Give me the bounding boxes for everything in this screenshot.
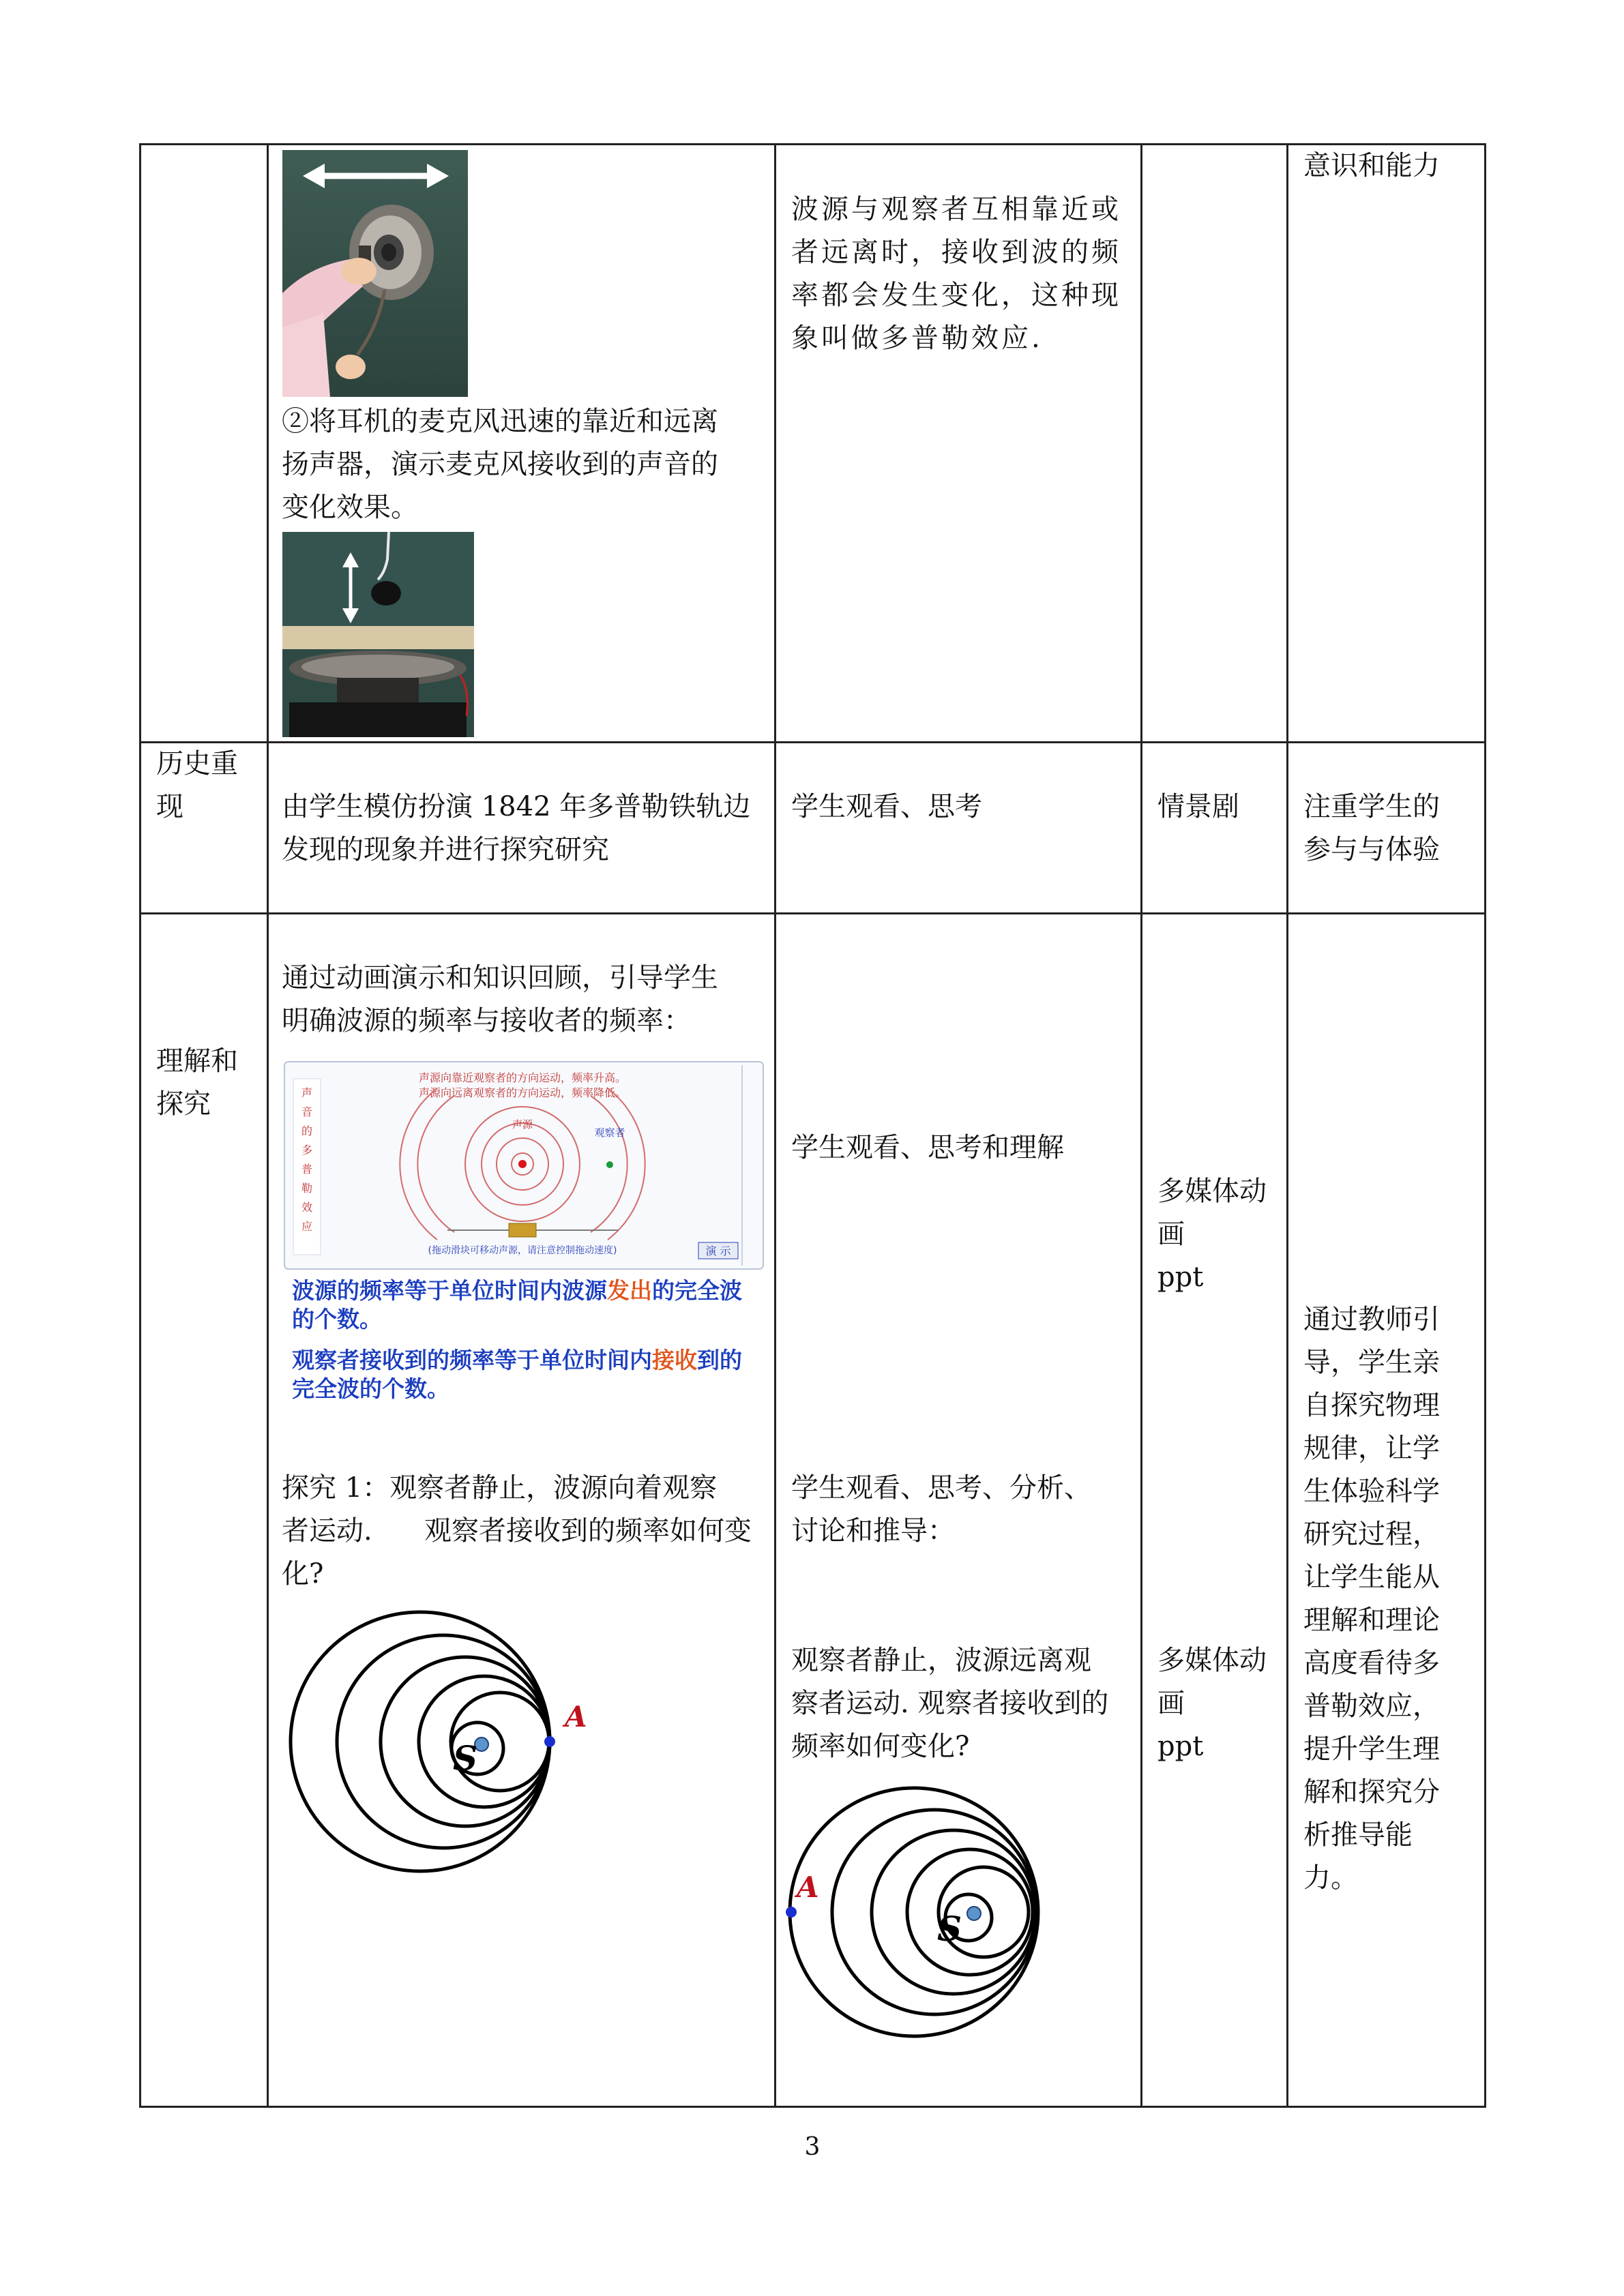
row3-col5-line8: 理解和理论 xyxy=(1303,1605,1440,1636)
row3-col5-line11: 提升学生理 xyxy=(1303,1733,1440,1765)
row1-col2-caption-line2: 扬声器，演示麦克风接收到的声音的 xyxy=(282,449,718,480)
svg-text:声: 声 xyxy=(301,1086,313,1099)
row3-col3-c-line2: 察者运动. 观察者接收到的 xyxy=(791,1688,1109,1719)
row2-col1-line1: 历史重 xyxy=(156,748,238,779)
row-divider-1 xyxy=(139,741,1486,743)
row3-col4-a-line1: 多媒体动 xyxy=(1157,1176,1267,1207)
row2-col2-line2: 发现的现象并进行探究研究 xyxy=(282,834,609,865)
row3-col3-c-line3: 频率如何变化? xyxy=(791,1731,970,1762)
row3-col5-line14: 力。 xyxy=(1303,1862,1358,1894)
svg-text:应: 应 xyxy=(301,1220,313,1233)
row3-col3-c-line1: 观察者静止，波源远离观 xyxy=(791,1645,1091,1676)
row3-col4-b-line2: 画 xyxy=(1157,1688,1185,1719)
explore1-line2: 者运动. 观察者接收到的频率如何变 xyxy=(282,1515,752,1547)
row3-col5-line1: 通过教师引 xyxy=(1303,1304,1440,1335)
row2-col5-line1: 注重学生的 xyxy=(1303,791,1440,822)
row3-intro-line1: 通过动画演示和知识回顾，引导学生 xyxy=(282,962,718,994)
sim-slider-handle[interactable] xyxy=(509,1223,536,1237)
col-divider-0 xyxy=(139,143,141,2108)
row3-col4-b-line1: 多媒体动 xyxy=(1157,1645,1267,1676)
wavefront-diagram-approach xyxy=(286,1604,593,1880)
row3-col3-b-line2: 讨论和推导： xyxy=(791,1515,955,1547)
row3-col5-line12: 解和探究分 xyxy=(1303,1776,1440,1808)
row3-col5-line4: 规律，让学 xyxy=(1303,1433,1440,1464)
row2-col4-text: 情景剧 xyxy=(1157,791,1239,822)
microphone-speaker-photo xyxy=(282,532,474,737)
col-divider-1 xyxy=(267,143,269,2108)
svg-text:多: 多 xyxy=(301,1144,313,1157)
row3-col5-line13: 析推导能 xyxy=(1303,1819,1413,1851)
row3-col4-a-line2: 画 xyxy=(1157,1219,1185,1250)
svg-text:音: 音 xyxy=(301,1105,313,1118)
sim-demo-button-label: 演 示 xyxy=(705,1244,731,1257)
row2-col1-line2: 现 xyxy=(156,791,183,822)
sim-source-dot xyxy=(518,1160,527,1168)
row3-col4-a-line3: ppt xyxy=(1157,1262,1204,1293)
diagram2-label-s: S xyxy=(937,1909,962,1949)
row3-col3-a: 学生观看、思考和理解 xyxy=(791,1132,1064,1163)
row1-col2-caption-line1: ②将耳机的麦克风迅速的靠近和远离 xyxy=(282,406,718,437)
col-divider-4 xyxy=(1286,143,1288,2108)
row3-col5-line9: 高度看待多 xyxy=(1303,1648,1440,1679)
col-divider-3 xyxy=(1140,143,1142,2108)
table-bottom-border xyxy=(139,2106,1486,2108)
speaker-demo-photo xyxy=(282,150,468,397)
sim-observer-dot xyxy=(606,1161,613,1168)
row3-intro-line2: 明确波源的频率与接收者的频率： xyxy=(282,1005,691,1037)
row3-col1-line2: 探究 xyxy=(156,1088,211,1120)
row3-col3-b-line1: 学生观看、思考、分析、 xyxy=(791,1472,1091,1504)
row3-col5-line7: 让学生能从 xyxy=(1303,1562,1440,1593)
diagram1-label-a: A xyxy=(565,1700,587,1733)
row2-col5-line2: 参与与体验 xyxy=(1303,834,1440,865)
row3-col5-line3: 自探究物理 xyxy=(1303,1390,1440,1421)
col-divider-5 xyxy=(1484,143,1486,2108)
freq-source-caption: 波源的频率等于单位时间内波源发出的完全波 的个数。 xyxy=(292,1277,742,1332)
freq-observer-caption: 观察者接收到的频率等于单位时间内接收到的 完全波的个数。 xyxy=(292,1347,742,1402)
row-divider-2 xyxy=(139,912,1486,914)
doppler-simulation-panel xyxy=(284,1061,764,1270)
diagram1-label-s: S xyxy=(453,1738,478,1778)
page-number: 3 xyxy=(804,2133,821,2161)
row3-col5-line2: 导，学生亲 xyxy=(1303,1347,1440,1378)
sim-label-observer: 观察者 xyxy=(594,1127,625,1139)
row1-col2-caption-line3: 变化效果。 xyxy=(282,492,418,523)
row3-col1-line1: 理解和 xyxy=(156,1045,238,1077)
svg-text:勒: 勒 xyxy=(301,1182,313,1195)
wavefront-diagram-recede xyxy=(784,1781,1064,2047)
row1-col3-line3: 率都会发生变化，这种现 xyxy=(791,280,1121,311)
explore1-line3: 化? xyxy=(282,1558,324,1590)
sim-bottom-hint: (拖动滑块可移动声源，请注意控制拖动速度) xyxy=(428,1245,617,1256)
svg-text:的: 的 xyxy=(301,1124,313,1137)
row3-col5-line6: 研究过程， xyxy=(1303,1519,1440,1550)
explore1-line1: 探究 1：观察者静止，波源向着观察 xyxy=(282,1472,718,1504)
svg-text:普: 普 xyxy=(301,1163,313,1176)
row1-col5-text: 意识和能力 xyxy=(1303,150,1440,181)
row3-col5-line10: 普勒效应， xyxy=(1303,1690,1440,1722)
row3-col4-b-line3: ppt xyxy=(1157,1731,1204,1762)
table-top-border xyxy=(139,143,1486,145)
diagram2-label-a: A xyxy=(797,1870,819,1904)
col-divider-2 xyxy=(774,143,776,2108)
sim-label-source: 声源 xyxy=(512,1118,533,1131)
sim-top-line2: 声源向远离观察者的方向运动，频率降低。 xyxy=(418,1086,627,1099)
row3-col5-line5: 生体验科学 xyxy=(1303,1476,1440,1507)
sim-top-line1: 声源向靠近观察者的方向运动，频率升高。 xyxy=(418,1071,627,1084)
row2-col3-text: 学生观看、思考 xyxy=(791,791,982,822)
row1-col3-line4: 象叫做多普勒效应. xyxy=(791,323,1043,354)
svg-text:效: 效 xyxy=(301,1201,313,1214)
row1-col3-line2: 者远离时，接收到波的频 xyxy=(791,237,1121,268)
row2-col2-line1: 由学生模仿扮演 1842 年多普勒铁轨边 xyxy=(282,791,751,822)
row1-col3-line1: 波源与观察者互相靠近或 xyxy=(791,194,1121,225)
